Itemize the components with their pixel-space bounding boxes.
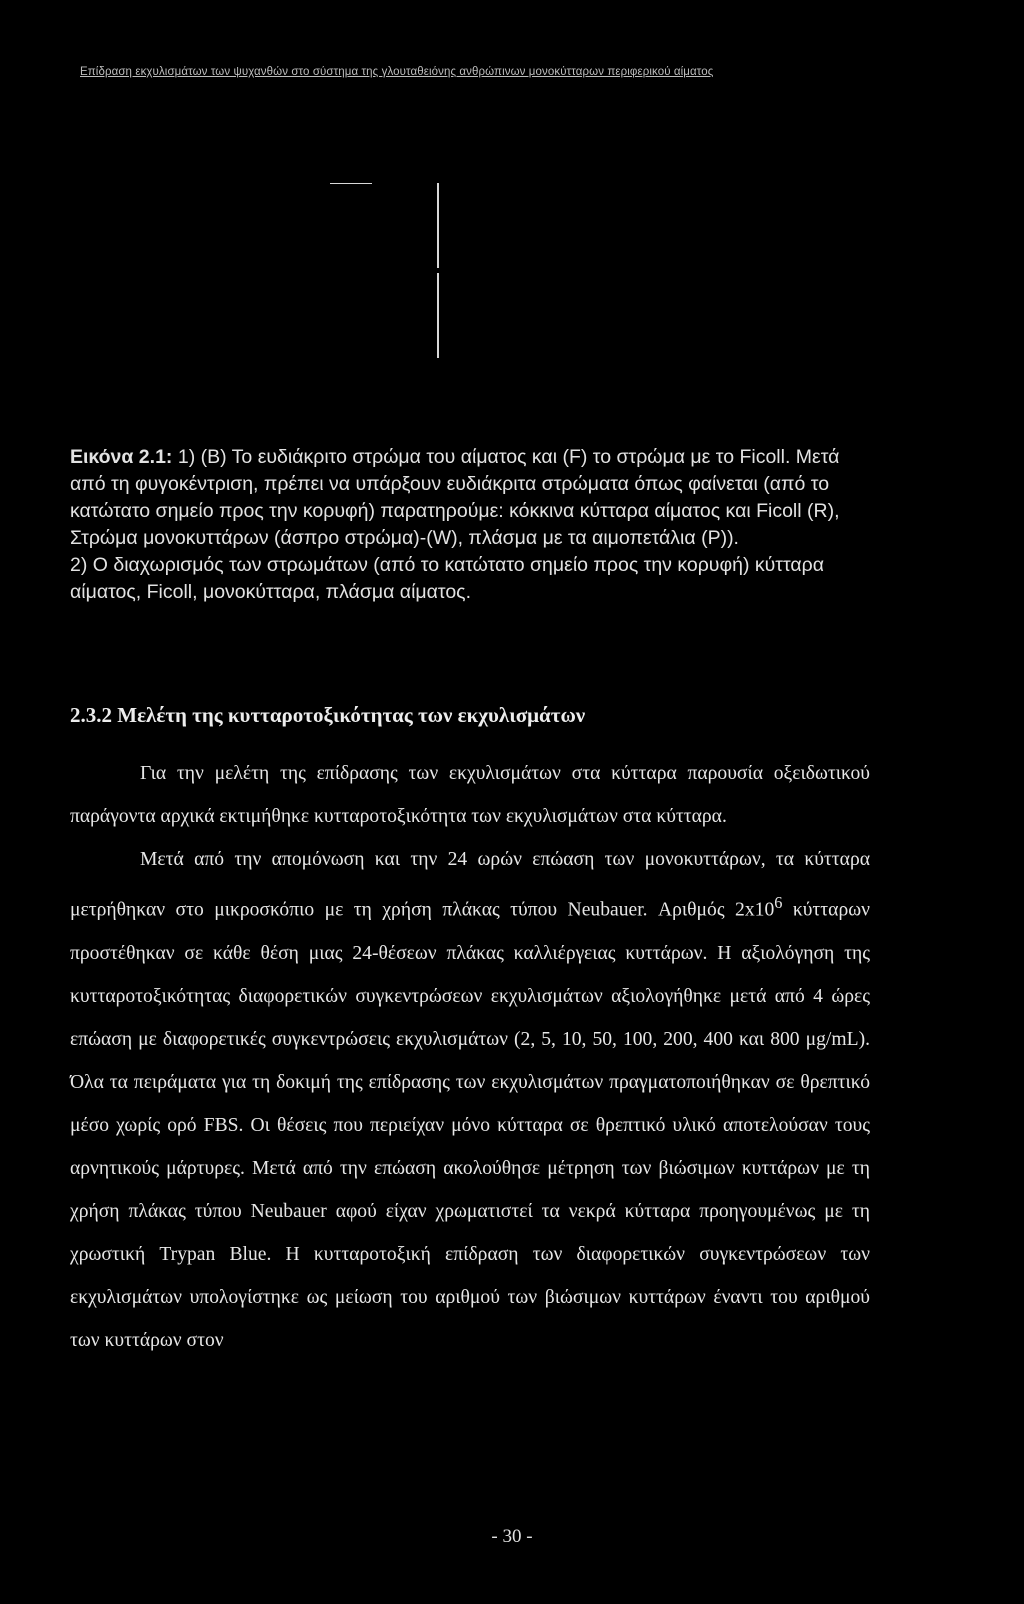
exponent: 6	[774, 893, 783, 912]
figure-line-vertical-upper	[437, 183, 439, 268]
figure-line-vertical-lower	[437, 273, 439, 358]
figure-line-horizontal	[330, 183, 372, 184]
paragraph-2-b: κύτταρων προστέθηκαν σε κάθε θέση μιας 24-θέσεων πλάκας καλλιέργειας κυττάρων. Η αξιολόγηση της κυτταροτοξικότητας διαφορετικών συγκεντρώσεων εκχυλισμάτων αξιολογήθηκε μετά από 4 ώρες επώαση με διαφορετικές συγκεντρώσεις εκχυλισμάτων (2, 5, 10, 50, 100, 200, 400 και 800 μg/mL). Όλα τα πειράματα για τη δοκιμή της επίδρασης των εκχυλισμάτων πραγματοποιήθηκαν σε θρεπτικό μέσο χωρίς ορό FBS. Οι θέσεις που περιείχαν μόνο κύτταρα σε θρεπτικό υλικό αποτελούσαν τους αρνητικούς μάρτυρες. Μετά από την επώαση ακολούθησε μέτρηση των βιώσιμων κυττάρων με τη χρήση πλάκας τύπου Neubauer αφού είχαν χρωματιστεί τα νεκρά κύτταρα προηγουμένως με τη χρωστική Trypan Blue. Η κυτταροτοξική επίδραση των διαφορετικών συγκεντρώσεων των εκχυλισμάτων υπολογίστηκε ως μείωση του αριθμού των βιώσιμων κυττάρων έναντι του αριθμού των κυττάρων στον	[70, 899, 870, 1351]
caption-text-1: 1) (B) Το ευδιάκριτο στρώμα του αίματος και (F) το στρώμα με το Ficoll. Μετά από τη φυγοκέντριση, πρέπει να υπάρξουν ευδιάκριτα στρώματα όπως φαίνεται (από το κατώτατο σημείο προς την κορυφή) παρατηρούμε: κόκκινα κύτταρα αίματος και Ficoll (R), Στρώμα μονοκυττάρων (άσπρο στρώμα)-(W), πλάσμα με τα αιμοπετάλια (P)).	[70, 446, 840, 549]
section-heading: 2.3.2 Μελέτη της κυτταροτοξικότητας των εκχυλισμάτων	[70, 703, 586, 727]
caption-part-2: 2) Ο διαχωρισμός των στρωμάτων (από το κατώτατο σημείο προς την κορυφή) κύτταρα αίματος, Ficoll, μονοκύτταρα, πλάσμα αίματος.	[70, 554, 825, 603]
paragraph-2-a: Μετά από την απομόνωση και την 24 ωρών επώαση των μονοκυττάρων, τα κύτταρα μετρήθηκαν στο μικροσκόπιο με τη χρήση πλάκας τύπου Neubauer. Αριθμός 2x10	[70, 849, 870, 921]
section-body	[70, 752, 870, 1362]
figure-caption	[70, 444, 870, 606]
page-number: - 30 -	[491, 1526, 533, 1547]
paragraph-1: Για την μελέτη της επίδρασης των εκχυλισμάτων στα κύτταρα παρουσία οξειδωτικού παράγοντα αρχικά εκτιμήθηκε κυτταροτοξικότητα των εκχυλισμάτων στα κύτταρα.	[70, 763, 870, 827]
paragraph-2	[70, 838, 870, 1362]
running-header: Επίδραση εκχυλισμάτων των ψυχανθών στο σύστημα της γλουταθειόνης ανθρώπινων μονοκύτταρων περιφερικού αίματος	[80, 66, 714, 78]
caption-label: Εικόνα 2.1:	[70, 446, 173, 468]
figure-image	[300, 175, 560, 365]
caption-part-1	[70, 444, 870, 552]
